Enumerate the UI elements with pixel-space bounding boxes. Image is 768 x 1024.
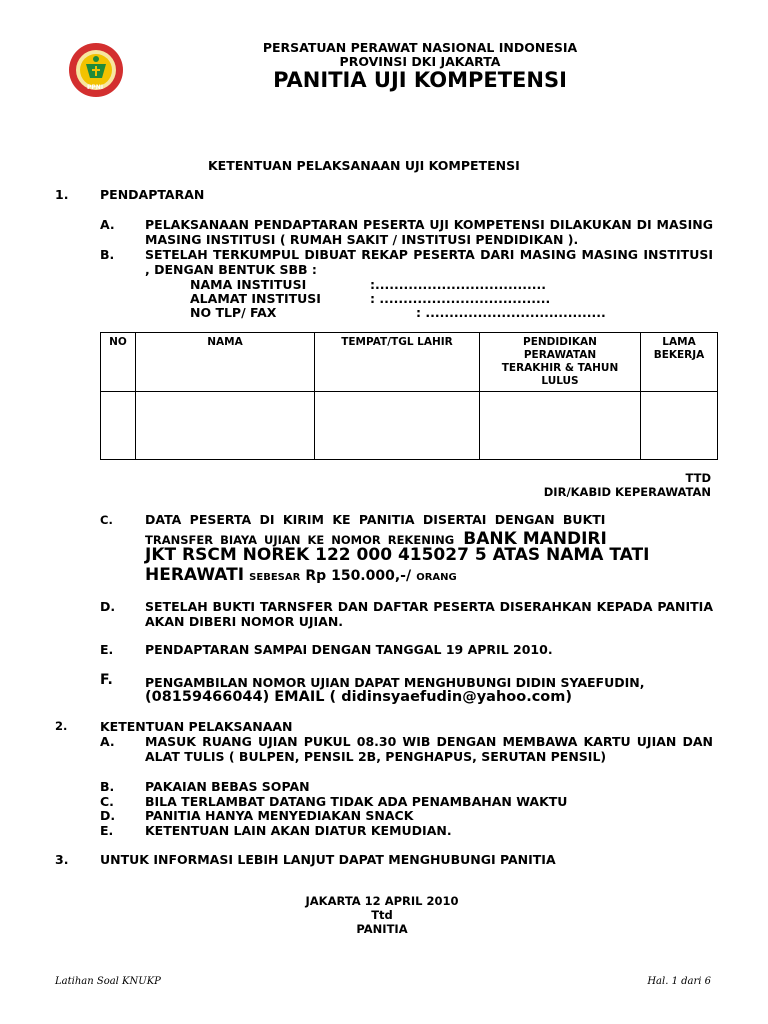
s2-item-b-letter: B.	[100, 779, 115, 794]
account-holder: HERAWATI	[145, 565, 245, 585]
item-f-text: PENGAMBILAN NOMOR UJIAN DAPAT MENGHUBUNGI DIDIN SYAEFUDIN,	[145, 675, 645, 690]
col-nama: NAMA	[136, 333, 315, 392]
org-name: PERSATUAN PERAWAT NASIONAL INDONESIA	[262, 40, 578, 55]
s2-item-a-letter: A.	[100, 734, 115, 749]
s2-item-c-text: BILA TERLAMBAT DATANG TIDAK ADA PENAMBAHAN WAKTU	[145, 794, 568, 809]
section-3-number: 3.	[55, 852, 69, 867]
item-c-letter: C.	[100, 513, 113, 527]
footer-left: Latihan Soal KNUKP	[55, 976, 161, 987]
field-tlp-label: NO TLP/ FAX	[190, 305, 277, 320]
closing-ttd: Ttd	[371, 908, 393, 922]
sebesar-label: SEBESAR	[249, 572, 301, 583]
recap-table	[100, 332, 718, 460]
document-title: KETENTUAN PELAKSANAAN UJI KOMPETENSI	[208, 158, 520, 173]
field-alamat-label: ALAMAT INSTITUSI	[190, 291, 321, 306]
per-person-label: ORANG	[416, 572, 457, 583]
province-name: PROVINSI DKI JAKARTA	[339, 54, 501, 69]
section-2-number: 2.	[55, 719, 68, 733]
logo-text: PPNI	[87, 84, 104, 91]
item-b-letter: B.	[100, 247, 115, 262]
closing-place-date: JAKARTA 12 APRIL 2010	[305, 894, 459, 908]
field-nama-institusi-value: :....................................	[370, 277, 546, 292]
ttd-label: TTD	[685, 471, 711, 485]
section-2-title: KETENTUAN PELAKSANAAN	[100, 719, 293, 734]
section-3-text: UNTUK INFORMASI LEBIH LANJUT DAPAT MENGHUBUNGI PANITIA	[100, 852, 556, 867]
item-f-letter: F.	[100, 672, 113, 688]
field-nama-institusi-label: NAMA INSTITUSI	[190, 277, 307, 292]
s2-item-a-text: MASUK RUANG UJIAN PUKUL 08.30 WIB DENGAN MEMBAWA KARTU UJIAN DAN ALAT TULIS ( BULPEN, PENSIL 2B, PENGHAPUS, SERUTAN PENSIL)	[145, 734, 713, 764]
table-header-row	[101, 333, 718, 392]
section-1-number: 1.	[55, 187, 69, 202]
field-tlp-value: : ......................................	[416, 305, 606, 320]
col-no: NO	[101, 333, 136, 392]
col-pendidikan: PENDIDIKAN PERAWATAN TERAKHIR & TAHUN LULUS	[480, 333, 641, 392]
s2-item-e-letter: E.	[100, 823, 114, 838]
footer-page-number: Hal. 1 dari 6	[647, 976, 711, 987]
item-a-letter: A.	[100, 217, 115, 232]
s2-item-e-text: KETENTUAN LAIN AKAN DIATUR KEMUDIAN.	[145, 823, 452, 838]
table-row	[101, 392, 718, 460]
signer-title: DIR/KABID KEPERAWATAN	[543, 485, 711, 499]
committee-name: PANITIA UJI KOMPETENSI	[273, 68, 567, 92]
item-a-text: PELAKSANAAN PENDAPTARAN PESERTA UJI KOMPETENSI DILAKUKAN DI MASING MASING INSTITUSI ( RUMAH SAKIT / INSTITUSI PENDIDIKAN ).	[145, 217, 713, 247]
s2-item-b-text: PAKAIAN BEBAS SOPAN	[145, 779, 310, 794]
col-tempat-tgl-lahir: TEMPAT/TGL LAHIR	[315, 333, 480, 392]
item-c-line1: DATA PESERTA DI KIRIM KE PANITIA DISERTAI DENGAN BUKTI	[145, 512, 606, 527]
item-d-letter: D.	[100, 599, 116, 614]
col-lama-bekerja: LAMA BEKERJA	[641, 333, 718, 392]
item-b-text: SETELAH TERKUMPUL DIBUAT REKAP PESERTA DARI MASING MASING INSTITUSI , DENGAN BENTUK SBB :	[145, 247, 713, 277]
s2-item-d-text: PANITIA HANYA MENYEDIAKAN SNACK	[145, 808, 414, 823]
s2-item-c-letter: C.	[100, 794, 114, 809]
s2-item-d-letter: D.	[100, 808, 116, 823]
item-d-text: SETELAH BUKTI TARNSFER DAN DAFTAR PESERTA DISERAHKAN KEPADA PANITIA AKAN DIBERI NOMOR UJIAN.	[145, 599, 713, 629]
item-c-line4	[145, 565, 457, 585]
ppni-logo	[68, 42, 124, 98]
fee-amount: Rp 150.000,-/	[305, 568, 412, 584]
item-e-letter: E.	[100, 642, 114, 657]
account-number: JKT RSCM NOREK 122 000 415027 5 ATAS NAMA TATI	[145, 545, 650, 565]
field-alamat-value: : ....................................	[370, 291, 551, 306]
bank-name: BANK MANDIRI	[463, 529, 607, 549]
item-f-contact: (08159466044) EMAIL ( didinsyaefudin@yahoo.com)	[145, 689, 573, 705]
item-e-text: PENDAPTARAN SAMPAI DENGAN TANGGAL 19 APRIL 2010.	[145, 642, 553, 657]
section-1-title: PENDAPTARAN	[100, 187, 205, 202]
transfer-text: TRANSFER BIAYA UJIAN KE NOMOR REKENING	[145, 533, 455, 547]
closing-signer: PANITIA	[356, 922, 408, 936]
